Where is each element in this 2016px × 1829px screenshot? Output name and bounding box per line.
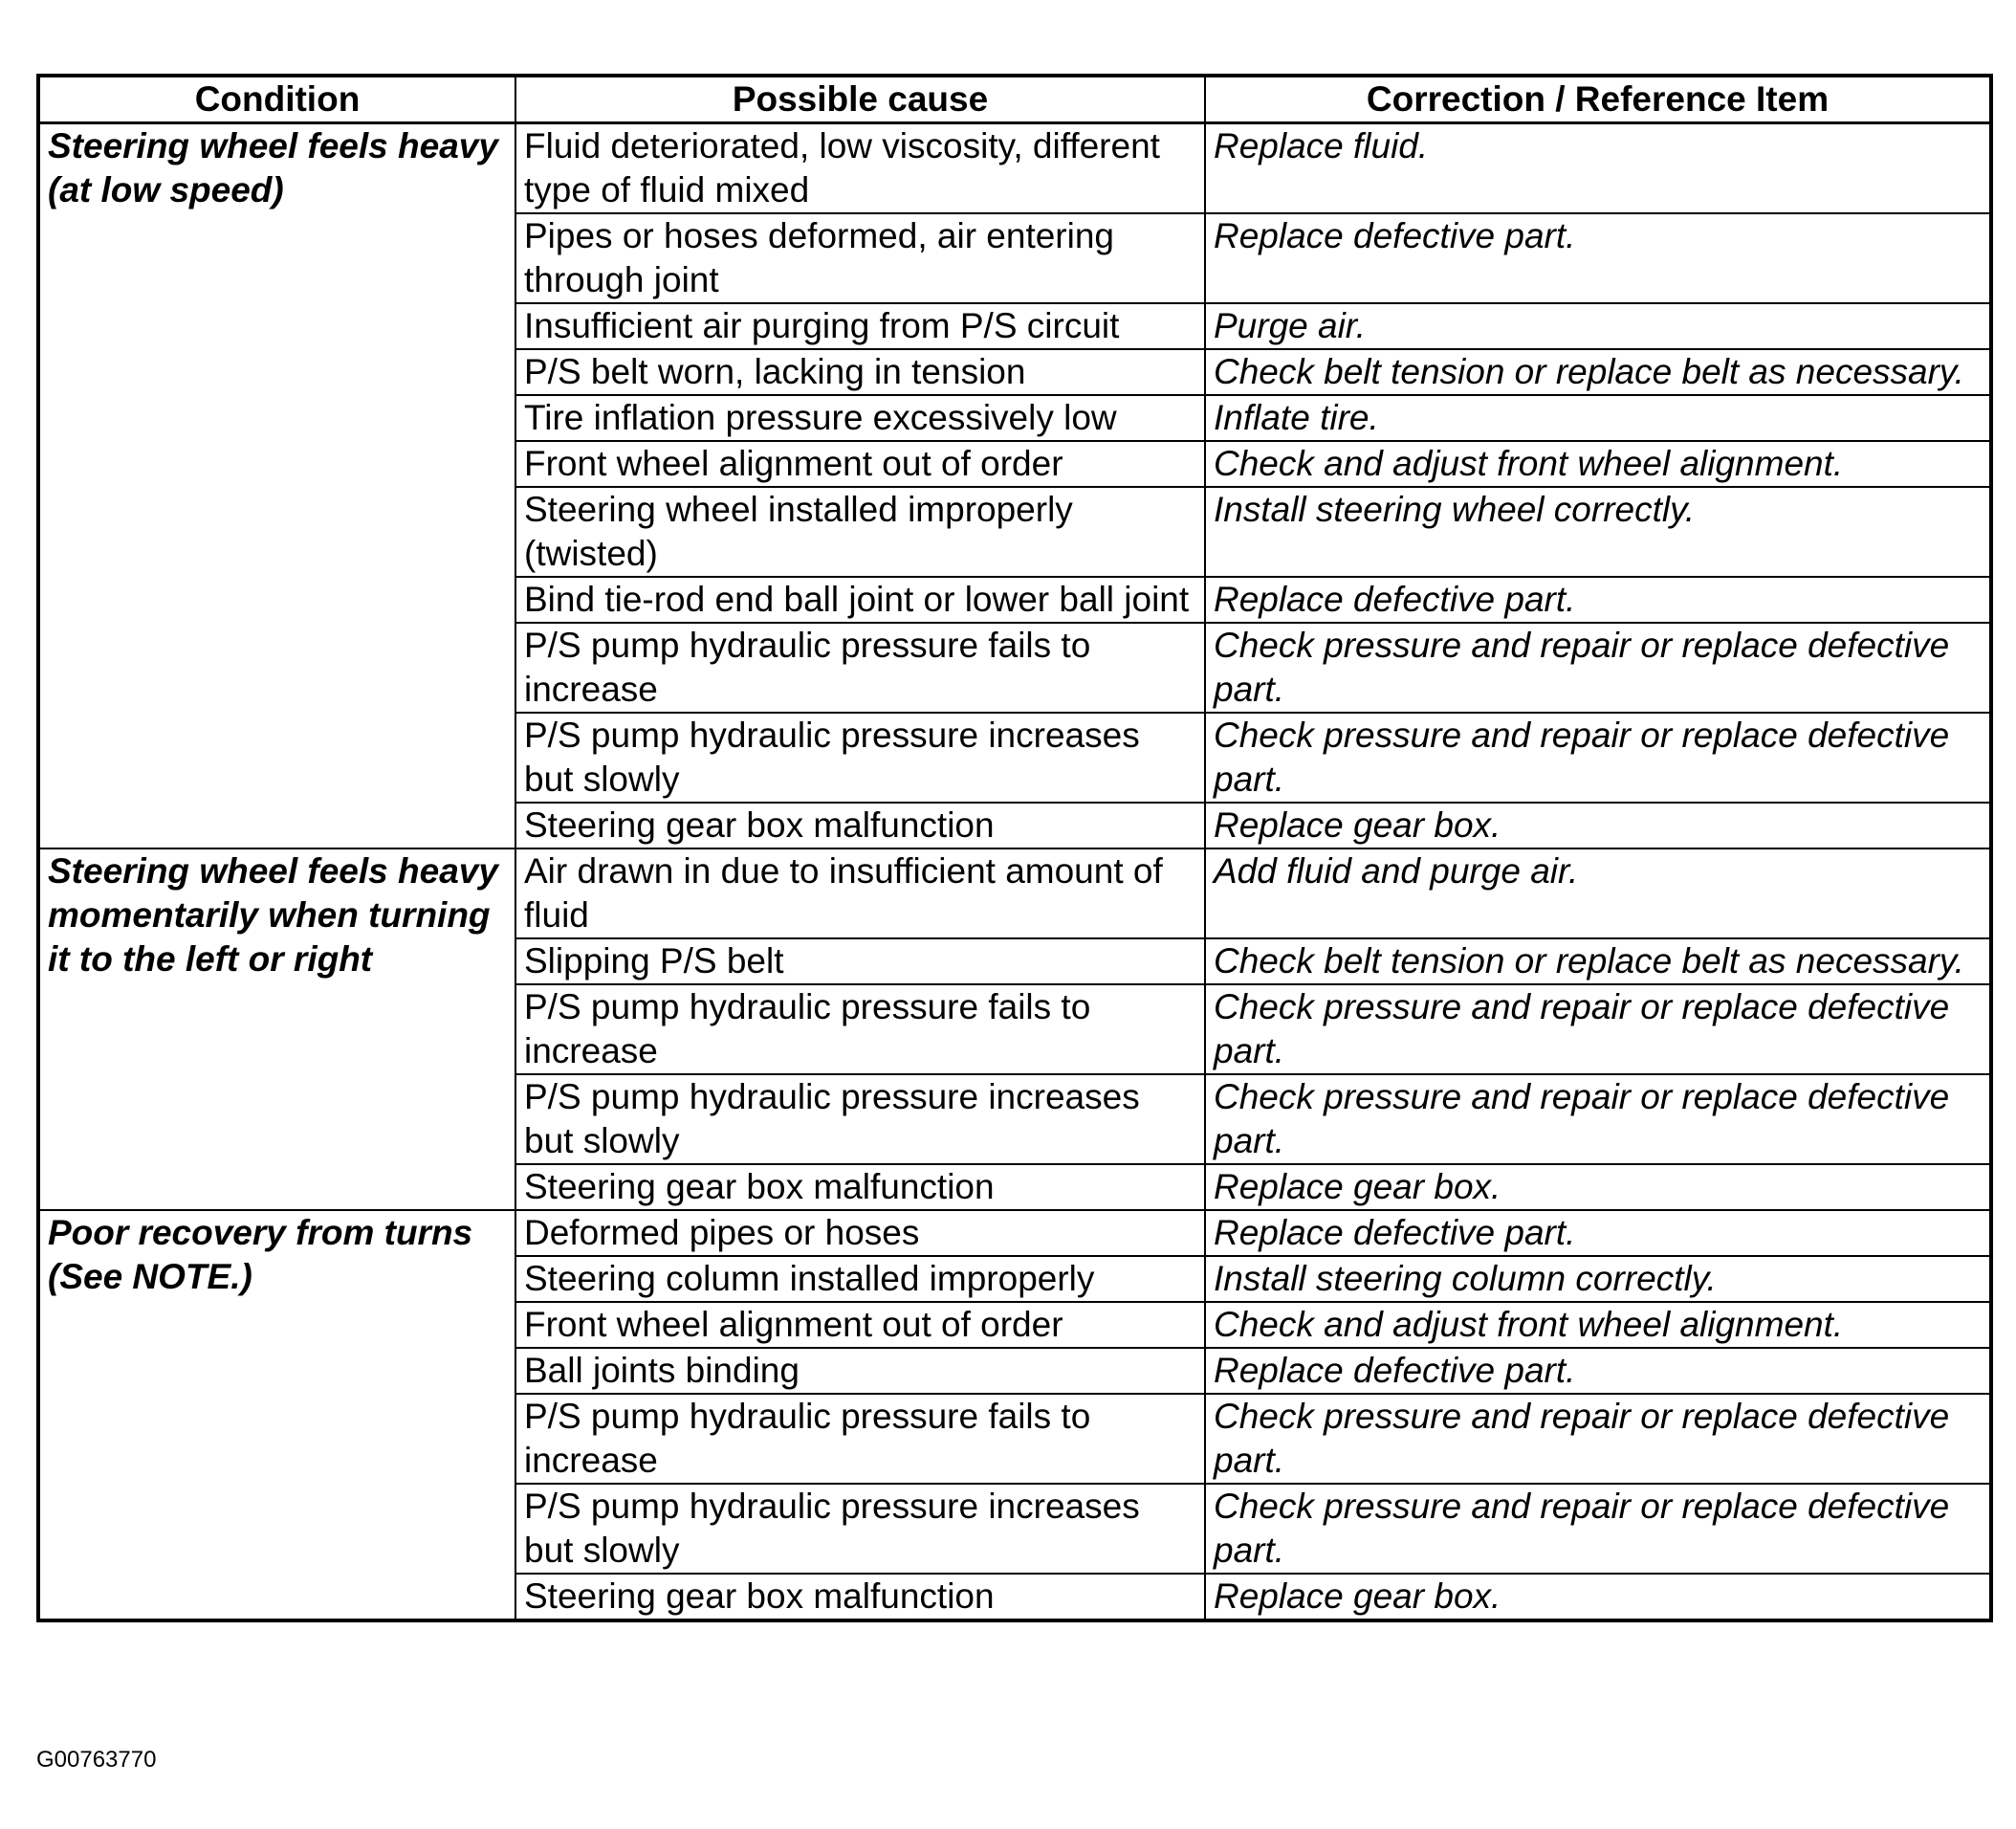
cause-cell: P/S pump hydraulic pressure increases but slowly	[515, 1484, 1205, 1574]
correction-cell: Check pressure and repair or replace defective part.	[1205, 1074, 1991, 1164]
cause-cell: P/S pump hydraulic pressure increases but slowly	[515, 1074, 1205, 1164]
correction-cell: Replace gear box.	[1205, 1164, 1991, 1210]
correction-cell: Check belt tension or replace belt as necessary.	[1205, 938, 1991, 984]
correction-cell: Check belt tension or replace belt as necessary.	[1205, 349, 1991, 395]
correction-cell: Check pressure and repair or replace defective part.	[1205, 1484, 1991, 1574]
cause-cell: Air drawn in due to insufficient amount of fluid	[515, 848, 1205, 938]
correction-cell: Replace defective part.	[1205, 1348, 1991, 1394]
cause-cell: P/S pump hydraulic pressure increases but slowly	[515, 713, 1205, 803]
diagnosis-table	[36, 74, 1993, 1622]
table-row	[38, 123, 1991, 214]
cause-cell: Pipes or hoses deformed, air entering through joint	[515, 213, 1205, 303]
correction-cell: Check pressure and repair or replace defective part.	[1205, 623, 1991, 713]
correction-cell: Install steering wheel correctly.	[1205, 487, 1991, 577]
cause-cell: Deformed pipes or hoses	[515, 1210, 1205, 1256]
table-body	[38, 123, 1991, 1621]
correction-cell: Install steering column correctly.	[1205, 1256, 1991, 1302]
condition-cell: Poor recovery from turns (See NOTE.)	[38, 1210, 515, 1620]
cause-cell: Steering gear box malfunction	[515, 1164, 1205, 1210]
cause-cell: Insufficient air purging from P/S circuit	[515, 303, 1205, 349]
cause-cell: Slipping P/S belt	[515, 938, 1205, 984]
correction-cell: Check pressure and repair or replace defective part.	[1205, 984, 1991, 1074]
cause-cell: Steering gear box malfunction	[515, 1574, 1205, 1620]
cause-cell: P/S pump hydraulic pressure fails to increase	[515, 623, 1205, 713]
correction-cell: Replace gear box.	[1205, 1574, 1991, 1620]
correction-cell: Check pressure and repair or replace defective part.	[1205, 1394, 1991, 1484]
correction-cell: Inflate tire.	[1205, 395, 1991, 441]
correction-cell: Add fluid and purge air.	[1205, 848, 1991, 938]
cause-cell: Tire inflation pressure excessively low	[515, 395, 1205, 441]
correction-cell: Replace defective part.	[1205, 577, 1991, 623]
condition-cell: Steering wheel feels heavy momentarily when turning it to the left or right	[38, 848, 515, 1210]
correction-cell: Check and adjust front wheel alignment.	[1205, 441, 1991, 487]
table-row	[38, 848, 1991, 938]
header-row	[38, 76, 1991, 123]
header-possible-cause: Possible cause	[515, 76, 1205, 123]
cause-cell: Fluid deteriorated, low viscosity, different type of fluid mixed	[515, 123, 1205, 214]
cause-cell: P/S pump hydraulic pressure fails to increase	[515, 1394, 1205, 1484]
cause-cell: P/S pump hydraulic pressure fails to increase	[515, 984, 1205, 1074]
correction-cell: Purge air.	[1205, 303, 1991, 349]
cause-cell: Steering column installed improperly	[515, 1256, 1205, 1302]
correction-cell: Replace defective part.	[1205, 1210, 1991, 1256]
cause-cell: Ball joints binding	[515, 1348, 1205, 1394]
cause-cell: Steering gear box malfunction	[515, 803, 1205, 848]
cause-cell: P/S belt worn, lacking in tension	[515, 349, 1205, 395]
cause-cell: Bind tie-rod end ball joint or lower ball joint	[515, 577, 1205, 623]
header-condition: Condition	[38, 76, 515, 123]
figure-id: G00763770	[36, 1747, 157, 1773]
cause-cell: Steering wheel installed improperly (twisted)	[515, 487, 1205, 577]
cause-cell: Front wheel alignment out of order	[515, 441, 1205, 487]
correction-cell: Replace gear box.	[1205, 803, 1991, 848]
cause-cell: Front wheel alignment out of order	[515, 1302, 1205, 1348]
correction-cell: Check and adjust front wheel alignment.	[1205, 1302, 1991, 1348]
header-correction: Correction / Reference Item	[1205, 76, 1991, 123]
correction-cell: Replace fluid.	[1205, 123, 1991, 214]
table-row	[38, 1210, 1991, 1256]
condition-cell: Steering wheel feels heavy (at low speed)	[38, 123, 515, 849]
correction-cell: Check pressure and repair or replace defective part.	[1205, 713, 1991, 803]
correction-cell: Replace defective part.	[1205, 213, 1991, 303]
